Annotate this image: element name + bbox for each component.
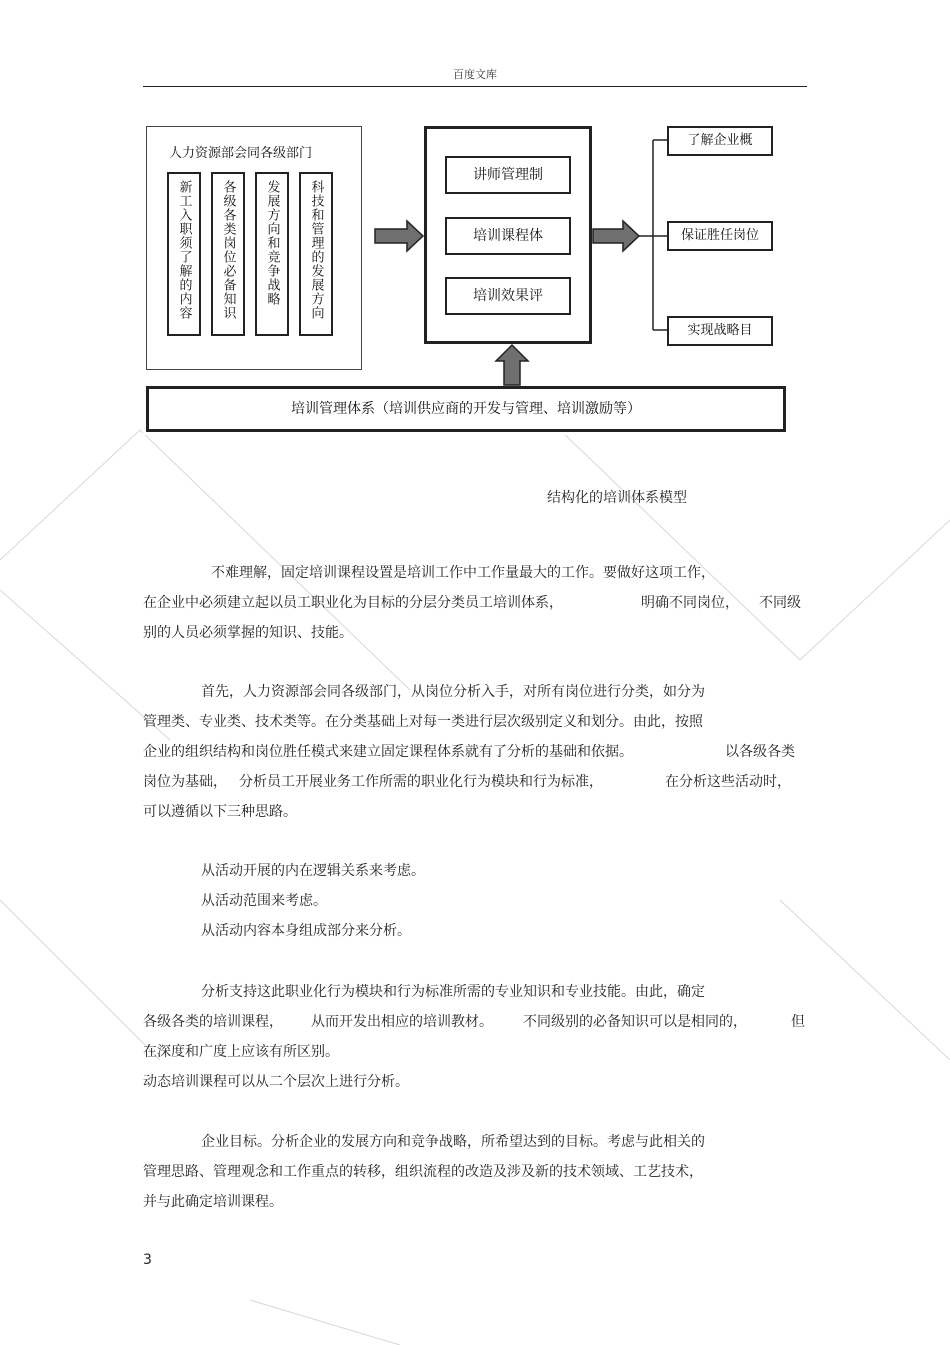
list-item: 从活动范围来考虑。: [201, 893, 327, 909]
header-rule: [143, 86, 807, 87]
column-tech-management: 科技和管理的发展方向: [299, 172, 333, 336]
text-line: 管理类、专业类、技术类等。在分类基础上对每一类进行层次级别定义和划分。由此，按照: [143, 714, 703, 730]
column-position-knowledge: 各级各类岗位必备知识: [211, 172, 245, 336]
column-new-employee: 新工入职须了解的内容: [167, 172, 201, 336]
course-system-box: 培训课程体: [445, 217, 571, 255]
text-line: 可以遵循以下三种思路。: [143, 804, 297, 820]
page-header: 百度文库: [453, 68, 497, 81]
text-line: 但: [791, 1014, 805, 1030]
text-line: 分析支持这此职业化行为模块和行为标准所需的专业知识和专业技能。由此，确定: [201, 984, 705, 1000]
instructor-management-box: 讲师管理制: [445, 156, 571, 194]
text-line: 管理思路、管理观念和工作重点的转移，组织流程的改造及涉及新的技术领域、工艺技术，: [143, 1164, 703, 1180]
text-line: 在企业中必须建立起以员工职业化为目标的分层分类员工培训体系，: [143, 595, 563, 611]
text-line: 动态培训课程可以从二个层次上进行分析。: [143, 1074, 409, 1090]
text-line: 在分析这些活动时，: [665, 774, 791, 790]
text-line: 企业的组织结构和岗位胜任模式来建立固定课程体系就有了分析的基础和依据。: [143, 744, 633, 760]
figure-caption: 结构化的培训体系模型: [547, 490, 687, 506]
text-line: 从而开发出相应的培训教材。: [311, 1014, 493, 1030]
output-competent-position: 保证胜任岗位: [667, 221, 773, 251]
list-item: 从活动内容本身组成部分来分析。: [201, 923, 411, 939]
text-line: 明确不同岗位，: [641, 595, 739, 611]
text-line: 岗位为基础，: [143, 774, 227, 790]
training-management-system-bar: 培训管理体系（培训供应商的开发与管理、培训激励等）: [146, 386, 786, 432]
text-line: 企业目标。分析企业的发展方向和竞争战略，所希望达到的目标。考虑与此相关的: [201, 1134, 705, 1150]
column-development-strategy: 发展方向和竞争战略: [255, 172, 289, 336]
text-line: 别的人员必须掌握的知识、技能。: [143, 625, 353, 641]
text-line: 以各级各类: [725, 744, 795, 760]
arrow-up-icon: [496, 345, 528, 385]
text-line: 首先，人力资源部会同各级部门，从岗位分析入手，对所有岗位进行分类，如分为: [201, 684, 705, 700]
page-number: 3: [143, 1252, 152, 1268]
text-line: 在深度和广度上应该有所区别。: [143, 1044, 339, 1060]
text-line: 不难理解，固定培训课程设置是培训工作中工作量最大的工作。要做好这项工作，: [211, 565, 715, 581]
output-strategic-goal: 实现战略目: [667, 316, 773, 346]
text-line: 不同级别的必备知识可以是相同的，: [523, 1014, 747, 1030]
output-understand-company: 了解企业概: [667, 126, 773, 156]
list-item: 从活动开展的内在逻辑关系来考虑。: [201, 863, 425, 879]
effect-evaluation-box: 培训效果评: [445, 277, 571, 315]
training-system-diagram: [143, 123, 789, 435]
text-line: 并与此确定培训课程。: [143, 1194, 283, 1210]
text-line: 各级各类的培训课程，: [143, 1014, 283, 1030]
text-line: 不同级: [759, 595, 801, 611]
arrow-right-icon: [593, 221, 639, 251]
text-line: 分析员工开展业务工作所需的职业化行为模块和行为标准，: [239, 774, 603, 790]
arrow-right-icon: [375, 221, 423, 251]
banner-label: 人力资源部会同各级部门: [169, 146, 313, 161]
